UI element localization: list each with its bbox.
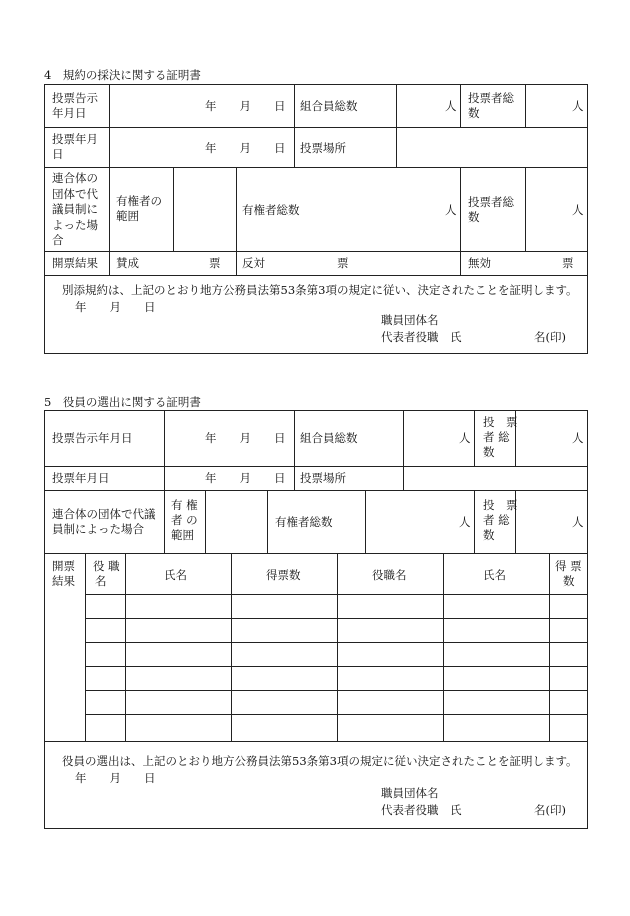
federation-label: 連合体の団体で代議 員制によった場合 bbox=[52, 507, 156, 536]
eligible-total-unit[interactable]: 人 bbox=[445, 203, 457, 217]
col-position-b-header: 役職名 bbox=[372, 568, 407, 582]
invalid-label: 無効 bbox=[468, 256, 491, 270]
total-members-label: 組合員総数 bbox=[300, 431, 358, 445]
org-name-label: 職員団体名 bbox=[381, 313, 439, 327]
section5-form bbox=[44, 410, 588, 829]
voters2-label: 投票者総 数 bbox=[468, 195, 514, 224]
eligible-range-label: 有権者の 範囲 bbox=[116, 194, 162, 223]
certification-text: 役員の選出は、上記のとおり地方公務員法第53条第3項の規定に従い決定されたことを証明します。 bbox=[62, 754, 578, 768]
section5-title: 5 役員の選出に関する証明書 bbox=[44, 395, 201, 409]
federation-label: 連合体の 団体で代 議員制に よった場 合 bbox=[52, 171, 98, 247]
notice-date-field[interactable]: 年 月 日 bbox=[205, 99, 286, 113]
vote-date-label: 投票年月 日 bbox=[52, 132, 98, 161]
section4-title: 4 規約の採決に関する証明書 bbox=[44, 68, 201, 82]
total-members-unit[interactable]: 人 bbox=[459, 431, 471, 445]
voters2-unit[interactable]: 人 bbox=[572, 515, 584, 529]
notice-date-label: 投票告示 年月日 bbox=[52, 91, 98, 120]
representative-label: 代表者役職 氏 bbox=[381, 803, 462, 817]
vote-date-label: 投票年月日 bbox=[52, 471, 110, 485]
section4-form bbox=[44, 84, 588, 354]
notice-date-field[interactable]: 年 月 日 bbox=[205, 431, 286, 445]
vote-place-field[interactable] bbox=[397, 128, 588, 166]
voters2-label: 投 票 者 総 数 bbox=[483, 498, 518, 542]
result-entry-grid[interactable] bbox=[86, 595, 588, 740]
invalid-unit[interactable]: 票 bbox=[562, 256, 574, 270]
approve-label: 賛成 bbox=[116, 256, 139, 270]
eligible-range-field[interactable] bbox=[174, 168, 235, 250]
result-label: 開票結果 bbox=[52, 256, 98, 270]
notice-date-label: 投票告示年月日 bbox=[52, 431, 133, 445]
approve-unit[interactable]: 票 bbox=[209, 256, 221, 270]
total-members-unit[interactable]: 人 bbox=[445, 99, 457, 113]
vote-date-field[interactable]: 年 月 日 bbox=[205, 471, 286, 485]
voters-unit[interactable]: 人 bbox=[572, 99, 584, 113]
col-position-header: 役 職 名 bbox=[93, 559, 120, 588]
vote-place-label: 投票場所 bbox=[300, 141, 346, 155]
eligible-range-label: 有 権 者 の 範囲 bbox=[171, 498, 198, 542]
result-label: 開票 結果 bbox=[52, 559, 75, 588]
col-votes-header: 得票数 bbox=[266, 568, 301, 582]
vote-date-field[interactable]: 年 月 日 bbox=[205, 141, 286, 155]
eligible-total-unit[interactable]: 人 bbox=[459, 515, 471, 529]
representative-seal[interactable]: 名(印) bbox=[534, 330, 566, 344]
total-members-label: 組合員総数 bbox=[300, 99, 358, 113]
representative-label: 代表者役職 氏 bbox=[381, 330, 462, 344]
certification-date[interactable]: 年 月 日 bbox=[75, 771, 156, 785]
voters-unit[interactable]: 人 bbox=[572, 431, 584, 445]
eligible-total-label: 有権者総数 bbox=[242, 203, 300, 217]
vote-place-field[interactable] bbox=[404, 467, 588, 489]
oppose-label: 反対 bbox=[242, 256, 265, 270]
certification-text: 別添規約は、上記のとおり地方公務員法第53条第3項の規定に従い、決定されたことを証明します。 bbox=[62, 283, 578, 297]
certification-date[interactable]: 年 月 日 bbox=[75, 300, 156, 314]
voters-label: 投票者総 数 bbox=[468, 91, 514, 120]
org-name-label: 職員団体名 bbox=[381, 786, 439, 800]
col-name-b-header: 氏名 bbox=[483, 568, 506, 582]
eligible-total-label: 有権者総数 bbox=[275, 515, 333, 529]
eligible-range-field[interactable] bbox=[206, 491, 266, 552]
voters-label: 投 票 者 総 数 bbox=[483, 415, 518, 459]
voters2-unit[interactable]: 人 bbox=[572, 203, 584, 217]
col-name-header: 氏名 bbox=[164, 568, 187, 582]
col-votes-b-header: 得 票 数 bbox=[555, 559, 582, 588]
oppose-unit[interactable]: 票 bbox=[337, 256, 349, 270]
representative-seal[interactable]: 名(印) bbox=[534, 803, 566, 817]
vote-place-label: 投票場所 bbox=[300, 471, 346, 485]
